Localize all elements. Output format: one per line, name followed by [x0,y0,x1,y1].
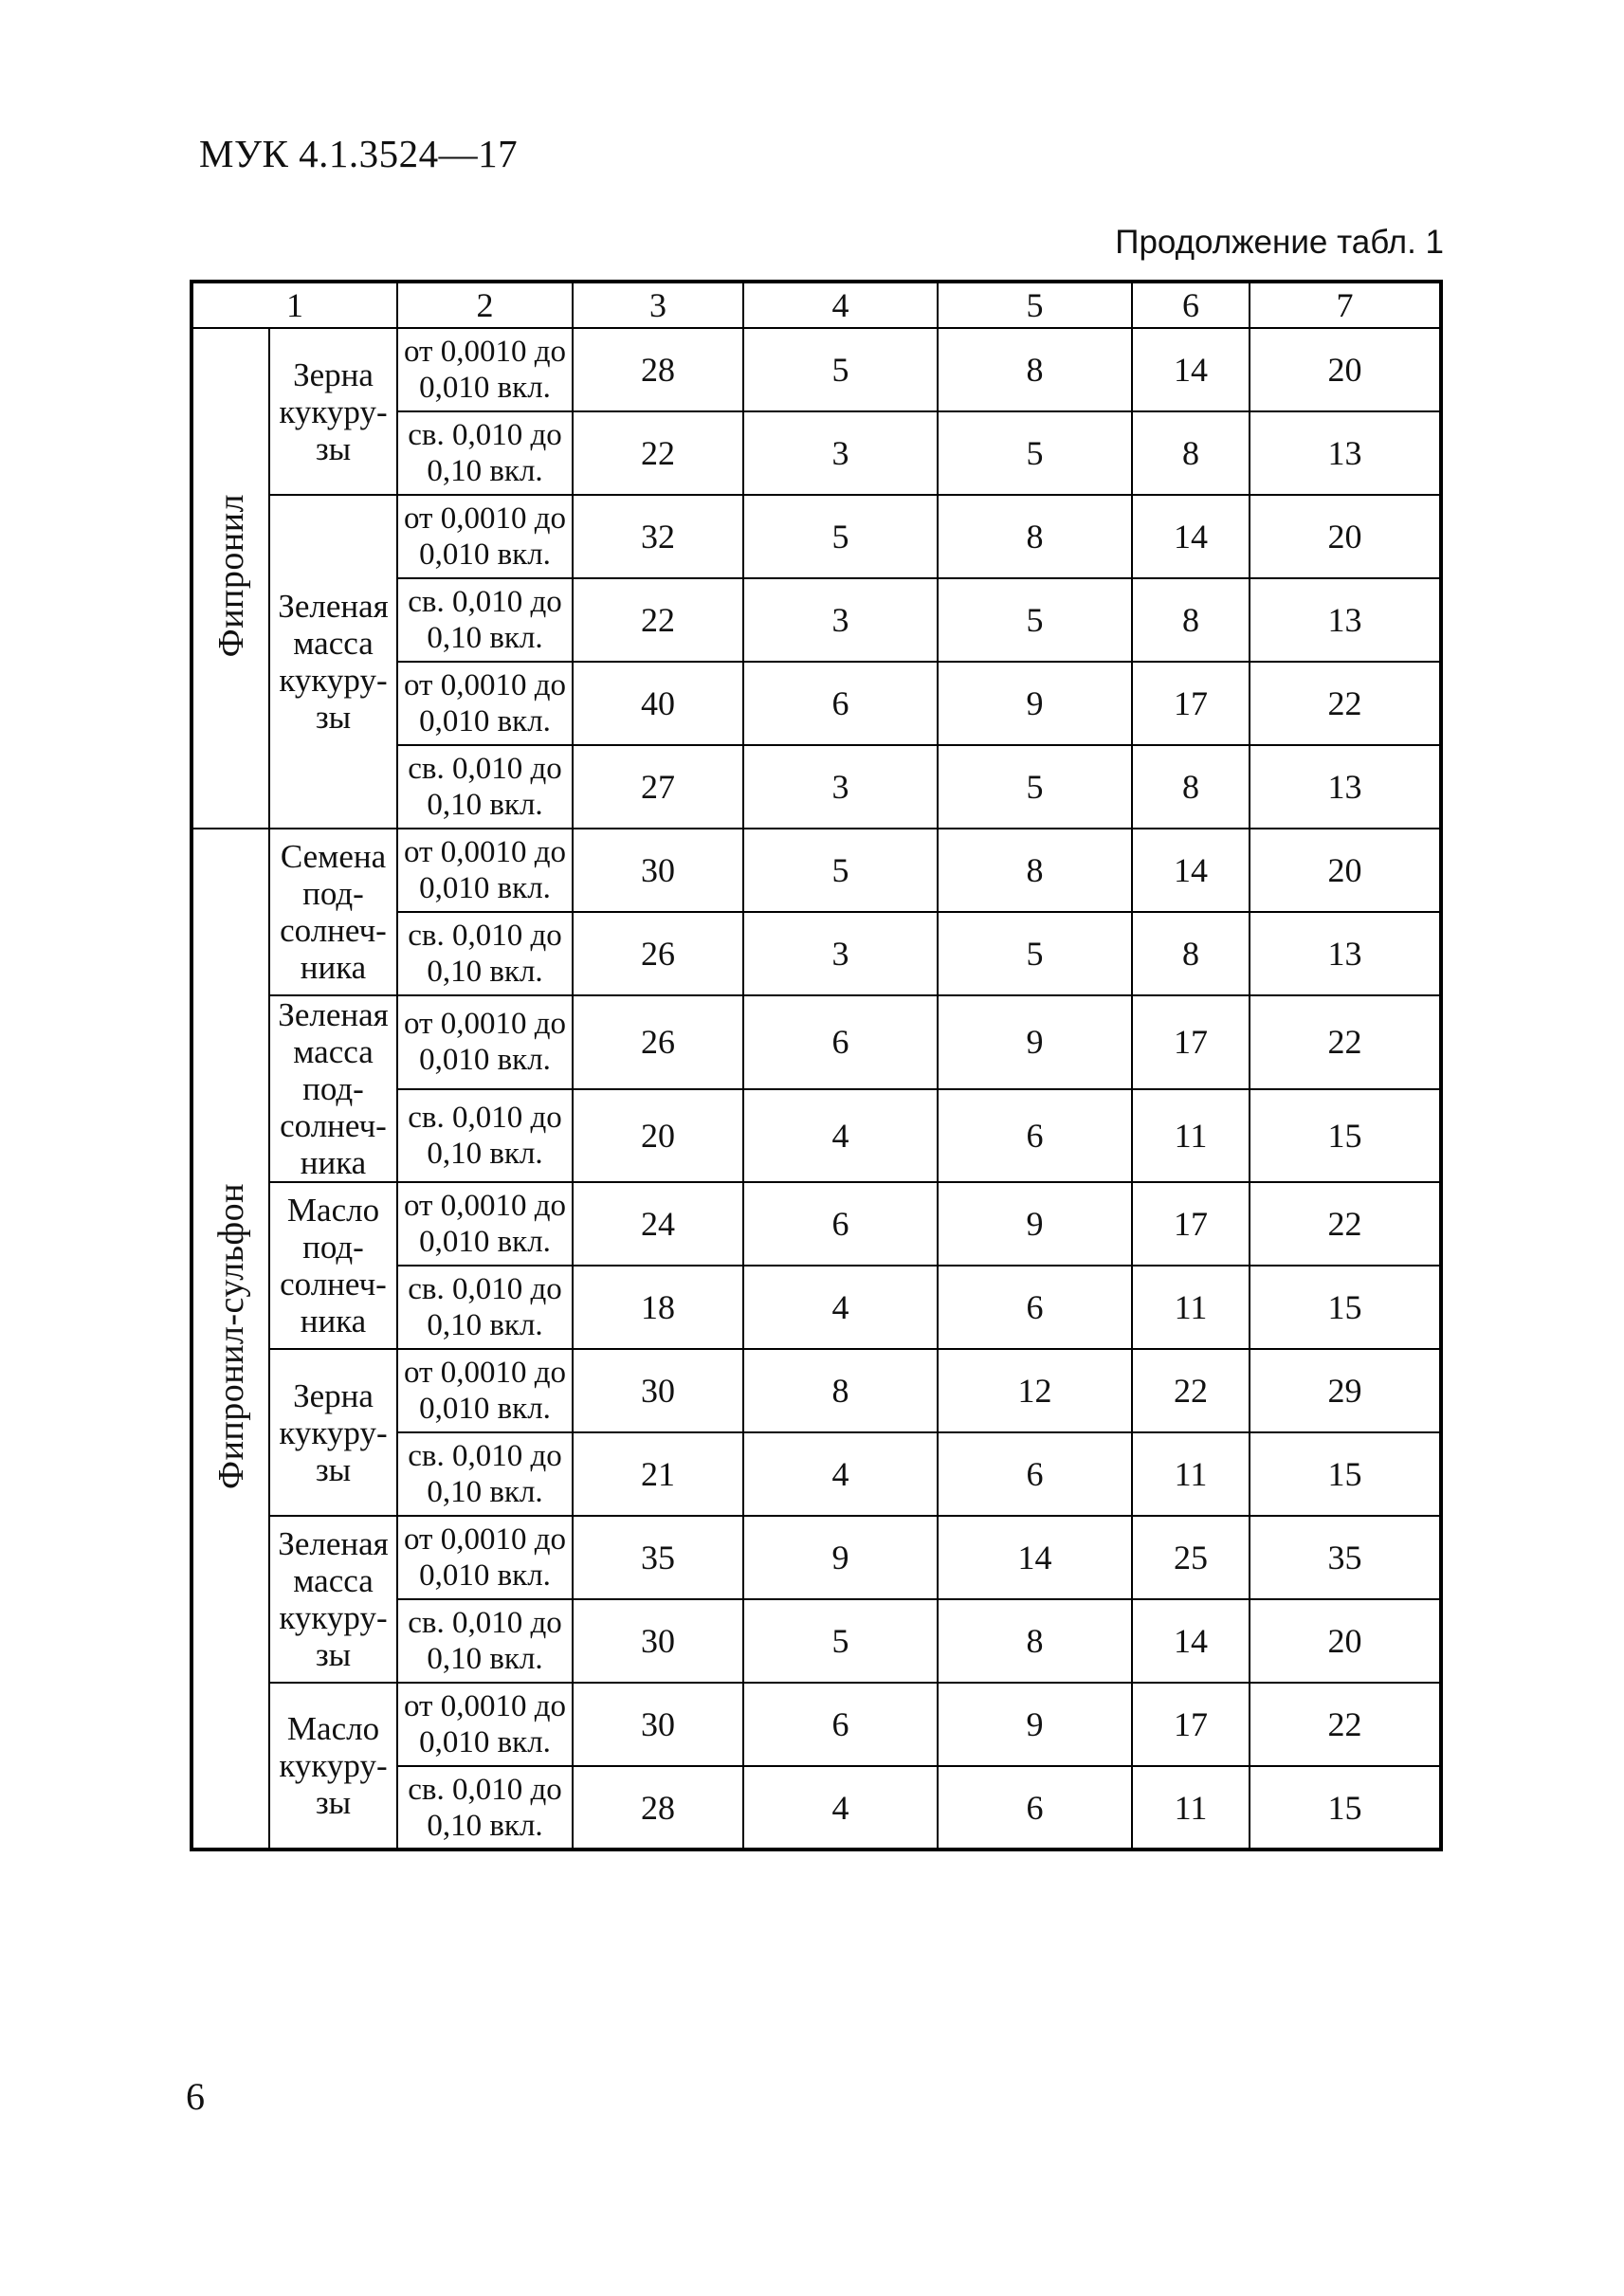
concentration-cell: от 0,0010 до 0,010 вкл. [397,328,573,411]
value-cell: 6 [938,1266,1132,1349]
value-cell: 3 [743,745,938,829]
value-cell: 30 [573,1599,743,1683]
value-cell: 15 [1250,1766,1441,1850]
concentration-cell: от 0,0010 до 0,010 вкл. [397,829,573,912]
value-cell: 14 [1132,328,1250,411]
value-cell: 32 [573,495,743,578]
value-cell: 13 [1250,912,1441,995]
value-cell: 28 [573,1766,743,1850]
concentration-cell: св. 0,010 до 0,10 вкл. [397,578,573,662]
value-cell: 20 [1250,328,1441,411]
value-cell: 13 [1250,745,1441,829]
value-cell: 8 [1132,411,1250,495]
value-cell: 15 [1250,1089,1441,1183]
concentration-cell: от 0,0010 до 0,010 вкл. [397,1683,573,1766]
substance-name: Фипронил [210,494,251,658]
value-cell: 6 [938,1766,1132,1850]
concentration-cell: св. 0,010 до 0,10 вкл. [397,1432,573,1516]
value-cell: 17 [1132,1182,1250,1266]
table-row [192,1182,1441,1266]
concentration-cell: от 0,0010 до 0,010 вкл. [397,1349,573,1432]
value-cell: 20 [573,1089,743,1183]
value-cell: 22 [1250,1182,1441,1266]
value-cell: 9 [938,1182,1132,1266]
table-continuation-label: Продолжение табл. 1 [1115,224,1444,261]
table-row [192,995,1441,1089]
value-cell: 6 [938,1089,1132,1183]
matrix-cell: Масло под-солнеч-ника [269,1182,397,1349]
table-row [192,829,1441,912]
value-cell: 40 [573,662,743,745]
column-header: 4 [743,282,938,328]
value-cell: 13 [1250,411,1441,495]
value-cell: 5 [743,829,938,912]
value-cell: 6 [743,1683,938,1766]
value-cell: 9 [938,995,1132,1089]
matrix-cell: Семена под-солнеч-ника [269,829,397,995]
value-cell: 11 [1132,1089,1250,1183]
table-row [192,1683,1441,1766]
value-cell: 14 [1132,1599,1250,1683]
concentration-cell: св. 0,010 до 0,10 вкл. [397,1266,573,1349]
value-cell: 20 [1250,829,1441,912]
value-cell: 22 [1250,1683,1441,1766]
value-cell: 8 [1132,912,1250,995]
value-cell: 22 [573,578,743,662]
concentration-cell: от 0,0010 до 0,010 вкл. [397,995,573,1089]
value-cell: 4 [743,1432,938,1516]
page-number: 6 [186,2075,205,2118]
column-header: 3 [573,282,743,328]
value-cell: 22 [1250,662,1441,745]
table-row [192,328,1441,411]
concentration-cell: св. 0,010 до 0,10 вкл. [397,1089,573,1183]
value-cell: 9 [938,1683,1132,1766]
value-cell: 22 [1250,995,1441,1089]
substance-name: Фипронил-сульфон [210,1183,251,1489]
value-cell: 5 [938,912,1132,995]
table-header-row [192,282,1441,328]
concentration-cell: от 0,0010 до 0,010 вкл. [397,495,573,578]
concentration-cell: св. 0,010 до 0,10 вкл. [397,411,573,495]
value-cell: 14 [1132,495,1250,578]
value-cell: 4 [743,1266,938,1349]
value-cell: 8 [1132,745,1250,829]
value-cell: 3 [743,578,938,662]
value-cell: 25 [1132,1516,1250,1599]
value-cell: 27 [573,745,743,829]
table-row [192,495,1441,578]
value-cell: 30 [573,829,743,912]
column-header: 7 [1250,282,1441,328]
value-cell: 22 [1132,1349,1250,1432]
value-cell: 11 [1132,1266,1250,1349]
data-table [190,280,1443,1851]
value-cell: 5 [938,578,1132,662]
column-header: 5 [938,282,1132,328]
table-row [192,1349,1441,1432]
substance-cell [192,829,269,1850]
value-cell: 20 [1250,495,1441,578]
value-cell: 6 [743,662,938,745]
value-cell: 17 [1132,995,1250,1089]
value-cell: 26 [573,912,743,995]
value-cell: 28 [573,328,743,411]
value-cell: 5 [743,328,938,411]
value-cell: 8 [938,829,1132,912]
document-code: МУК 4.1.3524—17 [199,132,519,175]
concentration-cell: от 0,0010 до 0,010 вкл. [397,1182,573,1266]
value-cell: 21 [573,1432,743,1516]
value-cell: 6 [938,1432,1132,1516]
value-cell: 4 [743,1766,938,1850]
value-cell: 35 [573,1516,743,1599]
value-cell: 5 [743,1599,938,1683]
value-cell: 18 [573,1266,743,1349]
matrix-cell: Масло кукуру-зы [269,1683,397,1850]
value-cell: 5 [743,495,938,578]
value-cell: 8 [743,1349,938,1432]
matrix-cell: Зеленая масса кукуру-зы [269,495,397,829]
matrix-cell: Зерна кукуру-зы [269,328,397,495]
value-cell: 35 [1250,1516,1441,1599]
value-cell: 15 [1250,1432,1441,1516]
value-cell: 12 [938,1349,1132,1432]
substance-cell [192,328,269,829]
value-cell: 17 [1132,1683,1250,1766]
value-cell: 15 [1250,1266,1441,1349]
value-cell: 20 [1250,1599,1441,1683]
value-cell: 11 [1132,1766,1250,1850]
value-cell: 8 [1132,578,1250,662]
matrix-cell: Зеленая масса кукуру-зы [269,1516,397,1683]
value-cell: 11 [1132,1432,1250,1516]
value-cell: 6 [743,1182,938,1266]
value-cell: 22 [573,411,743,495]
concentration-cell: от 0,0010 до 0,010 вкл. [397,662,573,745]
value-cell: 4 [743,1089,938,1183]
value-cell: 14 [1132,829,1250,912]
value-cell: 30 [573,1349,743,1432]
value-cell: 26 [573,995,743,1089]
concentration-cell: св. 0,010 до 0,10 вкл. [397,745,573,829]
value-cell: 3 [743,912,938,995]
value-cell: 5 [938,411,1132,495]
value-cell: 5 [938,745,1132,829]
matrix-cell: Зерна кукуру-зы [269,1349,397,1516]
value-cell: 8 [938,495,1132,578]
value-cell: 8 [938,1599,1132,1683]
column-header: 2 [397,282,573,328]
column-header: 1 [192,282,397,328]
concentration-cell: св. 0,010 до 0,10 вкл. [397,912,573,995]
concentration-cell: от 0,0010 до 0,010 вкл. [397,1516,573,1599]
concentration-cell: св. 0,010 до 0,10 вкл. [397,1599,573,1683]
matrix-cell: Зеленая масса под-солнеч-ника [269,995,397,1182]
value-cell: 6 [743,995,938,1089]
value-cell: 24 [573,1182,743,1266]
value-cell: 8 [938,328,1132,411]
value-cell: 9 [743,1516,938,1599]
value-cell: 9 [938,662,1132,745]
value-cell: 3 [743,411,938,495]
value-cell: 13 [1250,578,1441,662]
concentration-cell: св. 0,010 до 0,10 вкл. [397,1766,573,1850]
column-header: 6 [1132,282,1250,328]
value-cell: 17 [1132,662,1250,745]
value-cell: 29 [1250,1349,1441,1432]
value-cell: 14 [938,1516,1132,1599]
table-row [192,1516,1441,1599]
value-cell: 30 [573,1683,743,1766]
